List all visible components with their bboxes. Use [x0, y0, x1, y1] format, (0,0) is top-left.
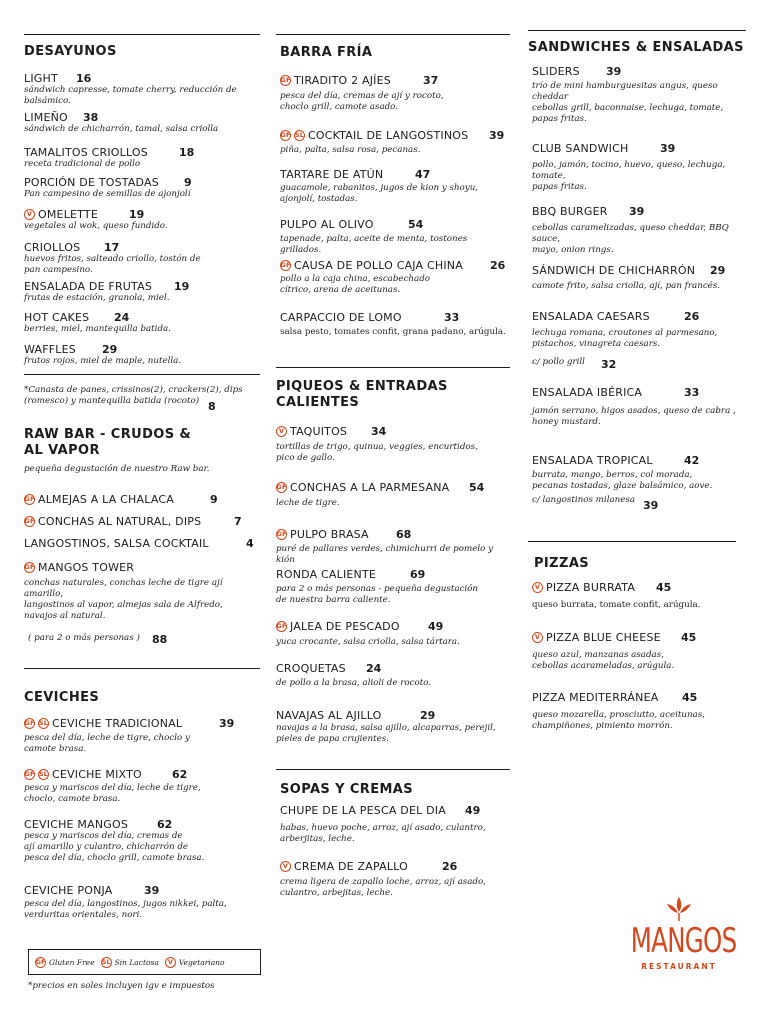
item-price: 47 [415, 168, 431, 181]
item-extra: c/ langostinos milanesa [532, 495, 636, 505]
menu-item [532, 142, 746, 193]
item-name: LIGHT [24, 72, 58, 85]
menu-item [280, 259, 510, 296]
item-extra: c/ pollo grill [532, 357, 585, 367]
item-name: CEVICHE TRADICIONAL [52, 717, 183, 730]
section-rule [276, 769, 510, 770]
item-description: navajas a la brasa, salsa ajillo, alcaparras, perejil, pieles de papa crujientes. [276, 723, 496, 744]
item-description: burrata, mango, berros, col morada, pecanas tostadas, glaze balsámico, aove. [532, 470, 713, 491]
item-price: 39 [219, 717, 235, 730]
item-description: queso azul, manzanas asadas, cebollas acarameladas, arúgula. [532, 650, 675, 671]
item-price: 39 [606, 65, 622, 78]
legend-gluten-free [35, 957, 95, 968]
menu-item [532, 581, 746, 611]
item-name: OMELETTE [38, 208, 98, 221]
lactose-free-icon: SL [294, 131, 305, 139]
menu-item [24, 537, 260, 550]
item-name: COCKTAIL DE LANGOSTINOS [308, 129, 469, 142]
item-price: 19 [174, 280, 190, 293]
item-description: tortillas de trigo, quinua, veggies, encurtidos, pico de gallo. [276, 442, 478, 463]
item-name: PULPO BRASA [290, 528, 369, 541]
section-title-sopas: SOPAS Y CREMAS [280, 782, 414, 797]
menu-item [24, 208, 260, 232]
item-price: 39 [489, 129, 505, 142]
gluten-free-icon: GF [24, 563, 35, 571]
gluten-free-icon: GF [276, 483, 287, 491]
vegetarian-icon: V [165, 957, 176, 968]
item-description: sándwich capresse, tomate cherry, reducción de balsámico. [24, 85, 237, 106]
menu-item [24, 561, 260, 622]
item-price: 24 [366, 662, 382, 675]
restaurant-logo [612, 896, 746, 971]
menu-item [24, 343, 260, 367]
item-description: trío de mini hamburguesitas angus, queso cheddar cebollas grill, baconnaise, lechuga, tomate, papas fritas. [532, 81, 724, 124]
item-description: queso mozarella, prosciutto, aceitunas, champiñones, pimiento morrón. [532, 710, 705, 731]
item-description: pesca del día, leche de tigre, choclo y camote brasa. [24, 733, 190, 754]
item-price: 45 [682, 691, 698, 704]
section-rule [276, 367, 510, 368]
item-description: cebollas caramelizadas, queso cheddar, BBQ sauce, mayo, onion rings. [532, 223, 729, 255]
item-price: 7 [234, 515, 242, 528]
item-description: pesca y mariscos del día, leche de tigre, choclo, camote brasa. [24, 783, 201, 804]
item-name: LIMEÑO [24, 111, 68, 124]
item-name: TIRADITO 2 AJÍES [294, 74, 391, 87]
menu-item [280, 74, 510, 113]
item-name: CEVICHE MIXTO [52, 768, 142, 781]
item-description: queso burrata, tomate confit, arúgula. [532, 600, 701, 610]
menu-item [24, 176, 260, 200]
item-price: 62 [172, 768, 188, 781]
item-name: PULPO AL OLIVO [280, 218, 374, 231]
item-name: CONCHAS AL NATURAL, DIPS [38, 515, 202, 528]
brand-name: MANGOS [630, 921, 737, 961]
menu-item [532, 386, 746, 428]
tower-note [24, 633, 260, 644]
section-title-raw-bar: RAW BAR - CRUDOS & [24, 427, 192, 442]
item-description: berries, miel, mantequilla batida. [24, 324, 171, 334]
item-description: habas, huevo poche, arroz, ají asado, culantro, arberjitas, leche. [280, 823, 486, 844]
menu-item [532, 264, 746, 292]
menu-item [24, 717, 260, 755]
menu-item [280, 311, 510, 338]
item-price: 24 [114, 311, 130, 324]
menu-item [280, 804, 510, 845]
menu-item [276, 528, 510, 566]
menu-item [24, 515, 260, 528]
item-name: NAVAJAS AL AJILLO [276, 709, 382, 722]
section-title-ceviches: CEVICHES [24, 690, 100, 705]
note-text: *Canasta de panes, crissinos(2), crackers(2), dips (romesco) y mantequilla batida (rocoto) [24, 385, 243, 406]
item-price: 39 [144, 884, 160, 897]
section-rule [528, 30, 746, 31]
item-name: CEVICHE MANGOS [24, 818, 129, 831]
item-price: 9 [210, 493, 218, 506]
gluten-free-icon: GF [280, 76, 291, 84]
gluten-free-icon: GF [280, 261, 291, 269]
item-name: JALEA DE PESCADO [290, 620, 400, 633]
item-description: puré de pallares verdes, chimichurri de pomelo y kión [276, 544, 494, 565]
section-title-raw-bar-line2: AL VAPOR [24, 443, 100, 458]
gluten-free-icon: GF [24, 517, 35, 525]
vegetarian-icon: V [532, 632, 543, 643]
menu-item [24, 111, 260, 135]
section-title-pizzas: PIZZAS [534, 556, 590, 571]
item-extra-price: 32 [601, 358, 617, 371]
item-name: ENSALADA TROPICAL [532, 454, 653, 467]
item-name: CEVICHE PONJA [24, 884, 113, 897]
item-description: piña, palta, salsa rosa, pecanas. [280, 145, 421, 155]
section-title-piqueos-line2: CALIENTES [276, 395, 360, 410]
vegetarian-icon: V [276, 426, 287, 437]
lactose-free-icon: SL [38, 770, 49, 778]
item-price: 34 [371, 425, 387, 438]
item-name: WAFFLES [24, 343, 76, 356]
vegetarian-icon: V [24, 209, 35, 220]
item-name: SÁNDWICH DE CHICHARRÓN [532, 264, 696, 277]
menu-item [24, 818, 260, 864]
item-price: 49 [465, 804, 481, 817]
dietary-legend [28, 949, 261, 975]
item-description: frutos rojos, miel de maple, nutella. [24, 356, 182, 366]
menu-item [276, 620, 510, 648]
gluten-free-icon: GF [24, 495, 35, 503]
item-price: 37 [423, 74, 439, 87]
legend-label: Vegetariano [178, 957, 225, 967]
menu-item [532, 631, 746, 672]
note-rule [24, 374, 260, 375]
item-price: 33 [444, 311, 460, 324]
item-description: tapenade, palta, aceite de menta, tostones grillados. [280, 234, 468, 255]
item-name: RONDA CALIENTE [276, 568, 377, 581]
item-price: 68 [396, 528, 412, 541]
price-footnote: *precios en soles incluyen igv e impuestos [28, 981, 215, 991]
item-name: CARPACCIO DE LOMO [280, 311, 402, 324]
menu-item [24, 311, 260, 335]
item-description: Pan campesino de semillas de ajonjolí [24, 189, 191, 199]
legend-label: Gluten Free [49, 957, 95, 967]
item-description: pesca del día, langostinos, jugos nikkei, palta, verduritas orientales, nori. [24, 899, 227, 920]
item-price: 45 [681, 631, 697, 644]
item-description: lechuga romana, croutones al parmesano, pistachos, vinagreta caesars. [532, 328, 718, 349]
item-name: TARTARE DE ATÚN [280, 168, 384, 181]
item-price: 39 [629, 205, 645, 218]
item-name: CREMA DE ZAPALLO [294, 860, 408, 873]
item-name: ENSALADA IBÉRICA [532, 386, 643, 399]
gluten-free-icon: GF [276, 622, 287, 630]
item-description: leche de tigre. [276, 498, 340, 508]
section-rule [24, 34, 260, 35]
item-description: sándwich de chicharrón, tamal, salsa criolla [24, 124, 219, 134]
bread-basket-note [24, 385, 260, 413]
menu-item [24, 72, 260, 107]
item-name: ENSALADA CAESARS [532, 310, 650, 323]
item-price: 49 [428, 620, 444, 633]
menu-item [276, 662, 510, 689]
item-description: pesca del día, cremas de ají y rocoto, choclo grill, camote asado. [280, 91, 444, 112]
lactose-free-icon: SL [38, 719, 49, 727]
item-price: 54 [469, 481, 485, 494]
section-title-sandwiches: SANDWICHES & ENSALADAS [528, 40, 744, 55]
item-name: CONCHAS A LA PARMESANA [290, 481, 450, 494]
item-description: crema ligera de zapallo loche, arroz, ají asado, culantro, arbejitas, leche. [280, 877, 486, 898]
item-price: 69 [410, 568, 426, 581]
item-name: LANGOSTINOS, SALSA COCKTAIL [24, 537, 209, 550]
item-name: CRIOLLOS [24, 241, 81, 254]
item-description: jamón serrano, higos asados, queso de cabra , honey mustard. [532, 406, 736, 427]
section-title-barra-fria: BARRA FRÍA [280, 45, 373, 60]
item-name: PIZZA BLUE CHEESE [546, 631, 661, 644]
item-description: de pollo a la brasa, alioli de rocoto. [276, 678, 432, 688]
item-name: PIZZA MEDITERRÁNEA [532, 691, 659, 704]
item-name: SLIDERS [532, 65, 580, 78]
menu-item [276, 568, 510, 606]
vegetarian-icon: V [532, 582, 543, 593]
legend-label: Sin Lactosa [114, 957, 159, 967]
gluten-free-icon: GF [24, 719, 35, 727]
item-description: guacamole, rabanitos, jugos de kion y shoyu, ajonjolí, tostadas. [280, 183, 479, 204]
menu-item [276, 481, 510, 509]
item-name: BBQ BURGER [532, 205, 608, 218]
section-intro: pequeña degustación de nuestro Raw bar. [24, 464, 210, 474]
legend-vegetarian [165, 957, 225, 968]
item-name: ENSALADA DE FRUTAS [24, 280, 153, 293]
section-rule [528, 541, 736, 542]
item-price: 62 [157, 818, 173, 831]
note-price: 88 [152, 633, 168, 646]
menu-item [280, 168, 510, 205]
item-description: yuca crocante, salsa criolla, salsa tártara. [276, 637, 460, 647]
item-price: 29 [420, 709, 436, 722]
item-price: 9 [184, 176, 192, 189]
menu-item [24, 768, 260, 805]
item-price: 18 [179, 146, 195, 159]
item-price: 26 [442, 860, 458, 873]
item-name: CHUPE DE LA PESCA DEL DIA [280, 804, 446, 817]
item-name: ALMEJAS A LA CHALACA [38, 493, 174, 506]
menu-item [276, 425, 510, 464]
lactose-free-icon: SL [101, 957, 111, 966]
item-description: pollo a la caja china, escabechado cítrico, arena de aceitunas. [280, 274, 430, 295]
note-text: ( para 2 o más personas ) [28, 633, 140, 643]
menu-item [24, 280, 260, 304]
menu-item [280, 218, 510, 256]
item-description: pollo, jamón, tocino, huevo, queso, lechuga, tomate, papas fritas. [532, 160, 726, 192]
item-price: 54 [408, 218, 424, 231]
section-title-desayunos: DESAYUNOS [24, 44, 117, 59]
menu-item [280, 129, 510, 156]
item-name: MANGOS TOWER [38, 561, 135, 574]
item-price: 45 [656, 581, 672, 594]
item-name: CLUB SANDWICH [532, 142, 629, 155]
item-name: CROQUETAS [276, 662, 346, 675]
item-extra-price: 39 [643, 499, 659, 512]
item-price: 4 [246, 537, 254, 550]
menu-item [532, 205, 746, 256]
item-description: receta tradicional de pollo [24, 159, 141, 169]
item-description: huevos fritos, salteado criollo, tostón de pan campesino. [24, 254, 201, 275]
menu-item [280, 860, 510, 899]
item-price: 17 [104, 241, 120, 254]
item-name: TAMALITOS CRIOLLOS [24, 146, 148, 159]
item-price: 26 [490, 259, 506, 272]
vegetarian-icon: V [280, 861, 291, 872]
section-rule [24, 668, 260, 669]
item-price: 19 [129, 208, 145, 221]
item-name: PORCIÓN DE TOSTADAS [24, 176, 159, 189]
menu-item [532, 691, 746, 732]
section-title-piqueos: PIQUEOS & ENTRADAS [276, 379, 448, 394]
menu-item [532, 65, 746, 125]
section-rule [276, 34, 510, 35]
legend-lactose-free [101, 957, 159, 968]
item-name: HOT CAKES [24, 311, 90, 324]
menu-item [532, 454, 746, 512]
item-description: para 2 o más personas - pequeña degustación de nuestra barra caliente. [276, 584, 478, 605]
gluten-free-icon: GF [24, 770, 35, 778]
mango-leaf-icon [612, 896, 746, 922]
item-price: 38 [83, 111, 99, 124]
note-price: 8 [208, 400, 216, 413]
item-name: PIZZA BURRATA [546, 581, 636, 594]
item-name: CAUSA DE POLLO CAJA CHINA [294, 259, 463, 272]
item-description: salsa pesto, tomates confit, grana padano, arúgula. [280, 327, 506, 337]
item-name: TAQUITOS [290, 425, 348, 438]
menu-item [532, 310, 746, 371]
menu-item [276, 709, 510, 745]
item-description: pesca y mariscos del día, cremas de ají amarillo y culantro, chicharrón de pesca del día, choclo grill, camote brasa. [24, 831, 205, 863]
item-price: 29 [710, 264, 726, 277]
menu-item [24, 146, 260, 170]
item-description: camote frito, salsa criolla, ají, pan francés. [532, 281, 721, 291]
item-description: conchas naturales, conchas leche de tigre ají amarillo, langostinos al vapor, almejas sala de Alfredo, navajos al natural. [24, 578, 223, 621]
item-price: 16 [76, 72, 92, 85]
item-price: 39 [660, 142, 676, 155]
item-price: 33 [684, 386, 700, 399]
item-price: 42 [684, 454, 700, 467]
brand-tagline: RESTAURANT [641, 962, 717, 971]
menu-item [24, 493, 260, 506]
item-price: 26 [684, 310, 700, 323]
menu-item [24, 884, 260, 921]
item-price: 29 [102, 343, 118, 356]
item-description: frutas de estación, granola, miel. [24, 293, 170, 303]
item-description: vegetales al wok, queso fundido. [24, 221, 168, 231]
gluten-free-icon: GF [276, 530, 287, 538]
menu-item [24, 241, 260, 276]
gluten-free-icon: GF [35, 957, 46, 966]
gluten-free-icon: GF [280, 131, 291, 139]
